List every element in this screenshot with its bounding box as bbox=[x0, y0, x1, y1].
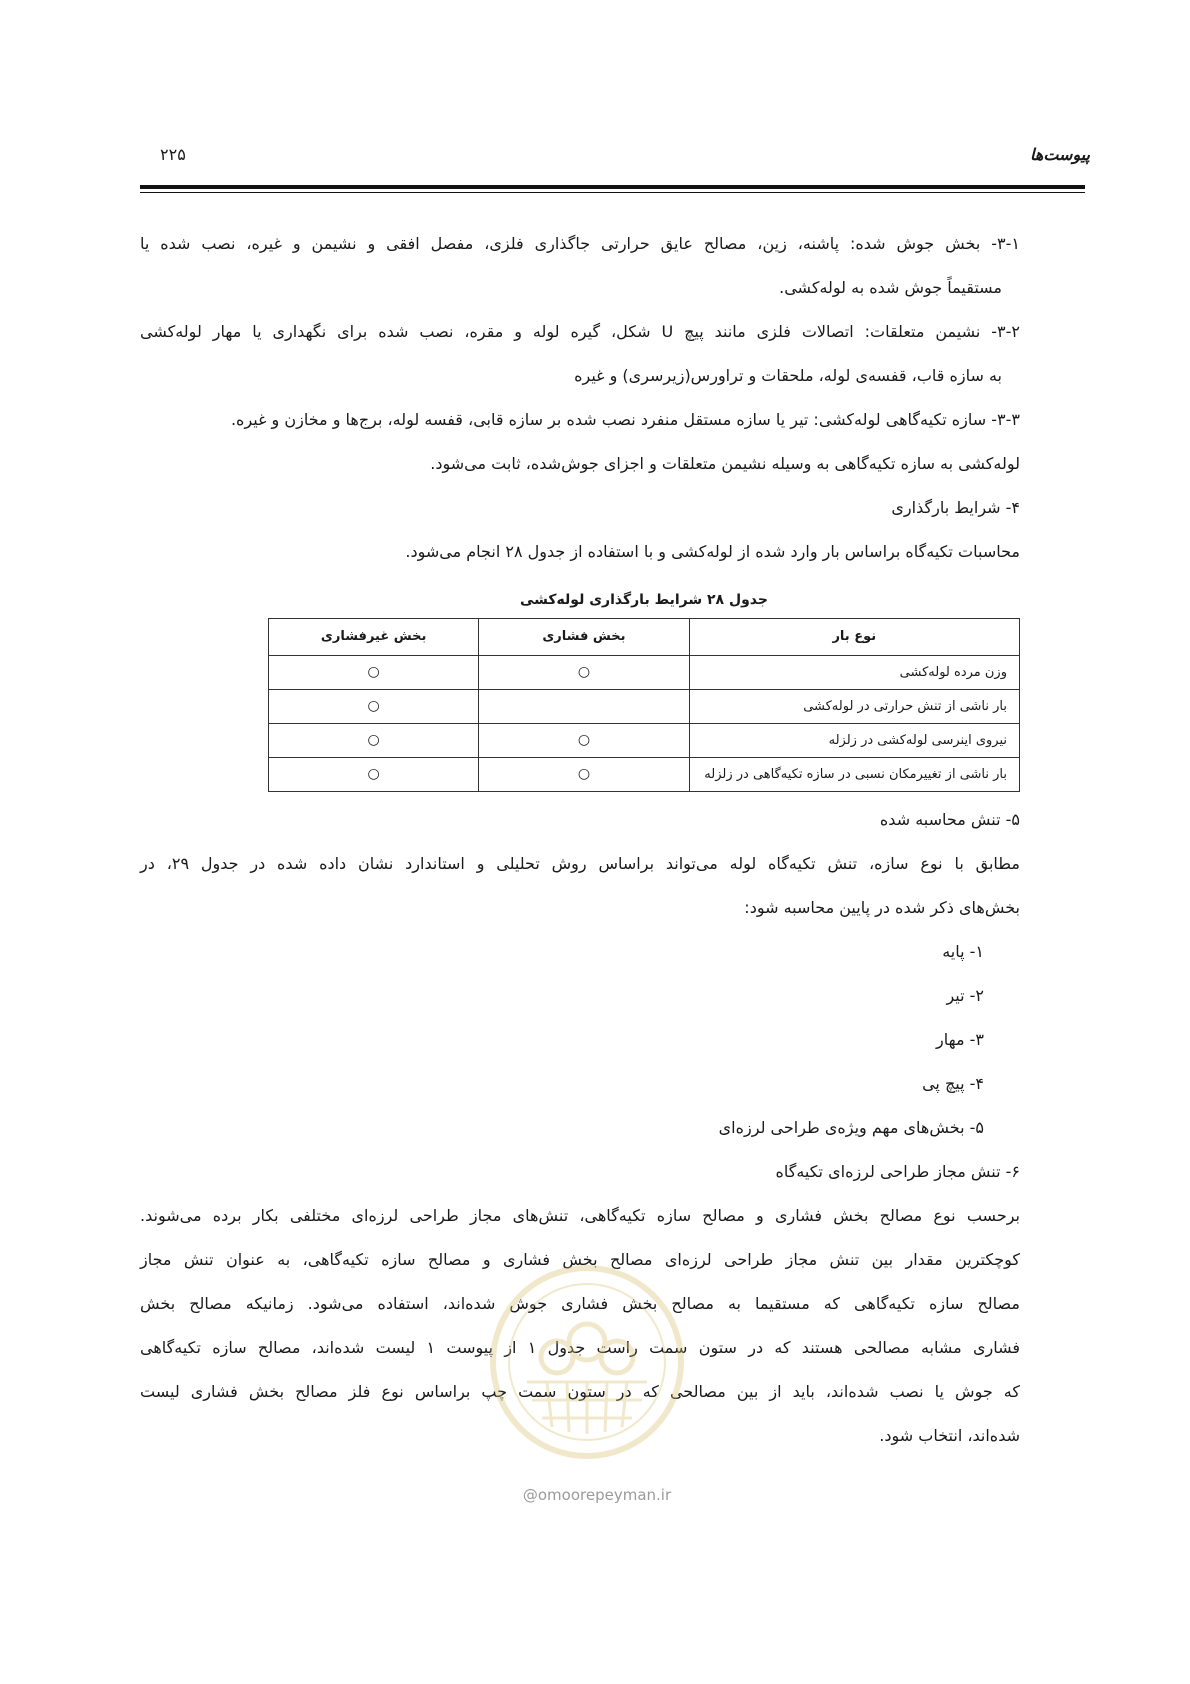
column-header-pressure-part: بخش فشاری bbox=[479, 619, 689, 656]
section-6-text-line-2: کوچکترین مقدار بین تنش مجاز طراحی لرزه‌ای مصالح بخش فشاری و مصالح سازه تکیه‌گاهی، به عنوان تنش مجاز bbox=[140, 1250, 1020, 1269]
section-6-heading: ۶- تنش مجاز طراحی لرزه‌ای تکیه‌گاه bbox=[775, 1162, 1020, 1181]
table-caption: جدول ۲۸ شرایط بارگذاری لوله‌کشی bbox=[520, 592, 768, 608]
table-row bbox=[269, 656, 1020, 690]
cell-pressure-part bbox=[479, 690, 689, 724]
cell-load-type: بار ناشی از تغییرمکان نسبی در سازه تکیه‌گاهی در زلزله bbox=[689, 758, 1019, 792]
header-rule-thick bbox=[140, 185, 1085, 189]
cell-load-type: نیروی اینرسی لوله‌کشی در زلزله bbox=[689, 724, 1019, 758]
section-5-heading: ۵- تنش محاسبه شده bbox=[879, 810, 1020, 829]
column-header-non-pressure-part: بخش غیرفشاری bbox=[269, 619, 479, 656]
table-row bbox=[269, 758, 1020, 792]
list-item: ۳- مهار bbox=[936, 1030, 984, 1049]
paragraph-3-1-line-1: ۳-۱- بخش جوش شده: پاشنه، زین، مصالح عایق حرارتی جاگذاری فلزی، مفصل افقی و نشیمن و غیره، نصب شده یا bbox=[140, 234, 1020, 253]
cell-pressure-part: ○ bbox=[479, 724, 689, 758]
section-6-text-line-5: که جوش یا نصب شده‌اند، باید از بین مصالحی که در ستون سمت چپ براساس نوع فلز مصالح بخش فشاری لیست bbox=[140, 1382, 1020, 1401]
page-number: ۲۲۵ bbox=[160, 145, 186, 164]
list-item: ۵- بخش‌های مهم ویژه‌ی طراحی لرزه‌ای bbox=[718, 1118, 984, 1137]
list-item: ۴- پیچ پی bbox=[922, 1074, 984, 1093]
section-5-text-line-2: بخش‌های ذکر شده در پایین محاسبه شود: bbox=[744, 898, 1020, 917]
section-4-heading: ۴- شرایط بارگذاری bbox=[891, 498, 1020, 517]
cell-non-pressure-part: ○ bbox=[269, 656, 479, 690]
column-header-load-type: نوع بار bbox=[689, 619, 1019, 656]
paragraph-3-1-line-2: مستقیماً جوش شده به لوله‌کشی. bbox=[779, 278, 1002, 297]
list-item: ۲- تیر bbox=[946, 986, 984, 1005]
cell-load-type: بار ناشی از تنش حرارتی در لوله‌کشی bbox=[689, 690, 1019, 724]
section-6-text-line-3: مصالح سازه تکیه‌گاهی که مستقیما به مصالح بخش فشاری جوش شده‌اند، استفاده می‌شود. زمانیکه مصالح بخش bbox=[140, 1294, 1020, 1313]
cell-non-pressure-part: ○ bbox=[269, 758, 479, 792]
load-conditions-table bbox=[268, 618, 1020, 792]
cell-non-pressure-part: ○ bbox=[269, 724, 479, 758]
watermark-text: @omoorepeyman.ir bbox=[522, 1486, 672, 1504]
section-5-text-line-1: مطابق با نوع سازه، تنش تکیه‌گاه لوله می‌تواند براساس روش تحلیلی و استاندارد نشان داده شده در جدول ۲۹، در bbox=[140, 854, 1020, 873]
list-item: ۱- پایه bbox=[942, 942, 984, 961]
paragraph-3-2-line-2: به سازه قاب، قفسه‌ی لوله، ملحقات و تراورس(زیرسری) و غیره bbox=[574, 366, 1002, 385]
section-4-text: محاسبات تکیه‌گاه براساس بار وارد شده از لوله‌کشی و با استفاده از جدول ۲۸ انجام می‌شود. bbox=[405, 542, 1020, 561]
section-6-text-line-6: شده‌اند، انتخاب شود. bbox=[879, 1426, 1020, 1445]
cell-pressure-part: ○ bbox=[479, 758, 689, 792]
running-header-title: پیوست‌ها bbox=[1030, 145, 1090, 164]
paragraph-3-2-line-1: ۳-۲- نشیمن متعلقات: اتصالات فلزی مانند پیچ U شکل، گیره لوله و مقره، نصب شده برای نگهداری یا مهار لوله‌کشی bbox=[140, 322, 1021, 341]
table-row bbox=[269, 690, 1020, 724]
cell-load-type: وزن مرده لوله‌کشی bbox=[689, 656, 1019, 690]
table-header-row bbox=[269, 619, 1020, 656]
paragraph-3-3-line-2: لوله‌کشی به سازه تکیه‌گاهی به وسیله نشیمن متعلقات و اجزای جوش‌شده، ثابت می‌شود. bbox=[430, 454, 1020, 473]
cell-non-pressure-part: ○ bbox=[269, 690, 479, 724]
cell-pressure-part: ○ bbox=[479, 656, 689, 690]
paragraph-3-3-line-1: ۳-۳- سازه تکیه‌گاهی لوله‌کشی: تیر یا سازه مستقل منفرد نصب شده بر سازه قابی، قفسه لوله، برج‌ها و مخازن و غیره. bbox=[230, 410, 1020, 429]
load-table-block bbox=[268, 586, 1020, 792]
header-rule-thin bbox=[140, 192, 1085, 193]
section-6-text-line-1: برحسب نوع مصالح بخش فشاری و مصالح سازه تکیه‌گاهی، تنش‌های مجاز طراحی لرزه‌ای مختلفی بکار برده می‌شوند. bbox=[140, 1206, 1020, 1225]
section-6-text-line-4: فشاری مشابه مصالحی هستند که در ستون سمت راست جدول ۱ از پیوست ۱ لیست شده‌اند، مصالح سازه تکیه‌گاهی bbox=[140, 1338, 1021, 1357]
watermark-logo-icon bbox=[487, 1262, 687, 1462]
table-row bbox=[269, 724, 1020, 758]
